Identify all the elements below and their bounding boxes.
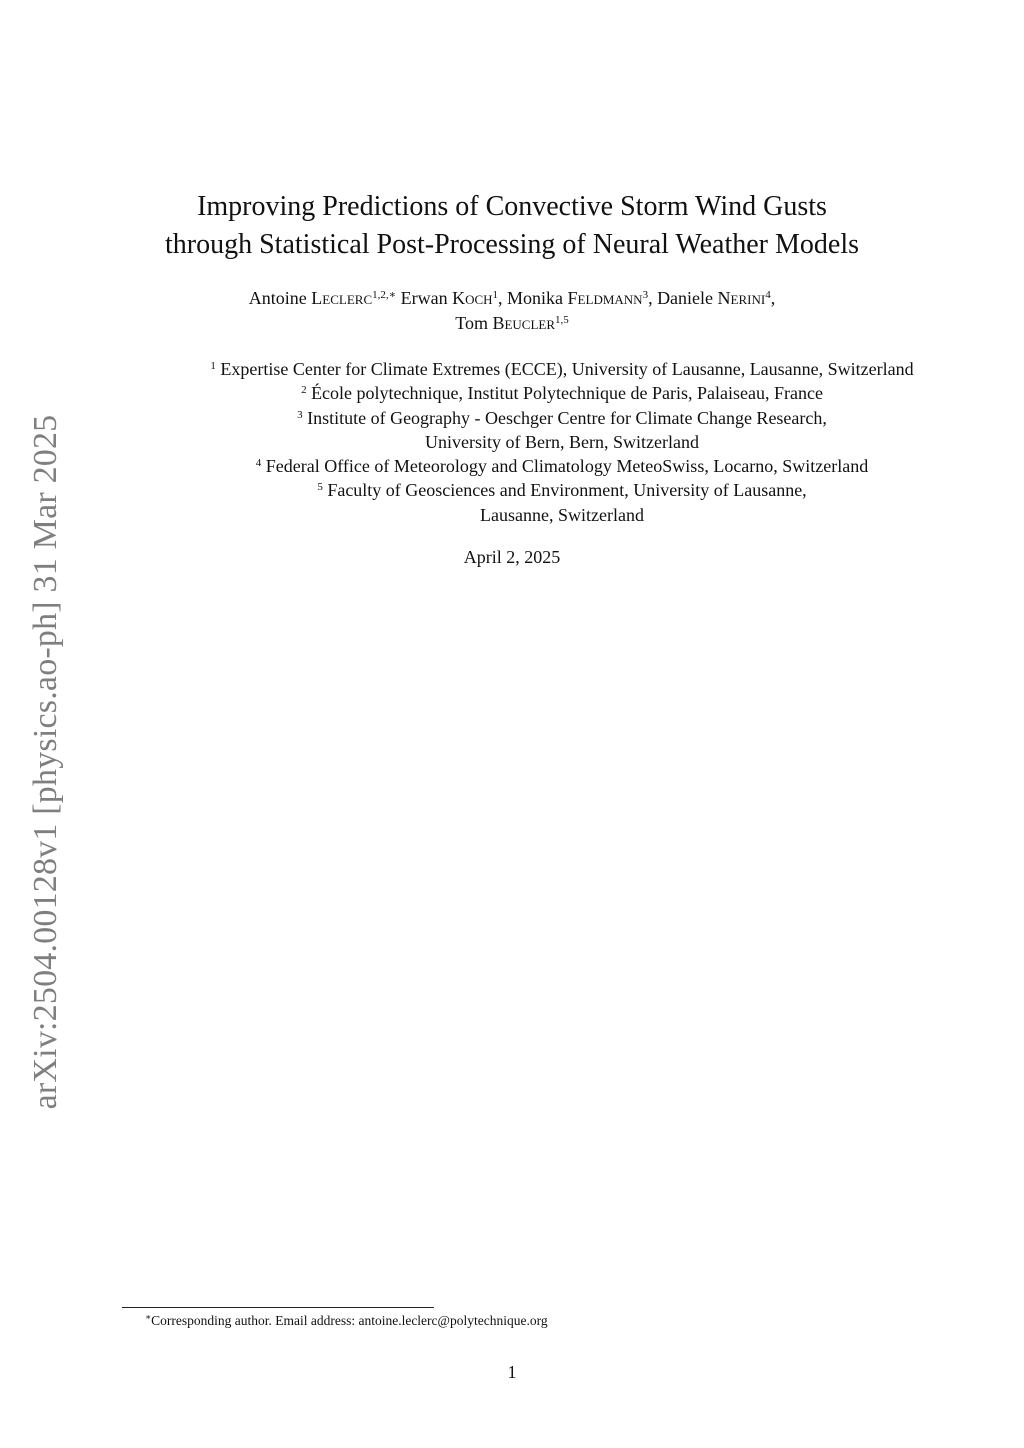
- footnote-text: Corresponding author. Email address: antoine.leclerc@polytechnique.org: [151, 1313, 548, 1328]
- affiliation-5: $^5$ Faculty of Geosciences and Environment, University of Lausanne,: [317, 480, 807, 501]
- author-affiliation-marks: 1: [492, 289, 499, 301]
- author-affiliation-marks: 1,5: [555, 314, 569, 326]
- author-affiliation-marks: 4: [765, 289, 771, 301]
- affiliation-list: [110, 357, 1014, 527]
- author-line-1: Antoine Leclerc$^{1,2,∗}$ Erwan Koch$^1$, Monika Feldmann$^3$, Daniele Nerini$^4$,: [248, 288, 776, 308]
- author-name: Daniele Nerini: [657, 288, 766, 308]
- author-name: Monika Feldmann: [507, 288, 643, 308]
- paper-title-line-2: through Statistical Post-Processing of Neural Weather Models: [165, 229, 859, 260]
- affiliation-2: $^2$ École polytechnique, Institut Polytechnique de Paris, Palaiseau, France: [301, 383, 823, 404]
- paper-title: [100, 188, 924, 264]
- footnote-mark: ∗: [145, 1312, 152, 1322]
- paper-title-line-1: Improving Predictions of Convective Storm Wind Gusts: [197, 191, 827, 222]
- author-affiliation-marks: 3: [642, 289, 649, 301]
- affiliation-3-continued: University of Bern, Bern, Switzerland: [425, 431, 699, 452]
- author-name: Tom Beucler: [455, 313, 556, 333]
- author-name: Antoine Leclerc: [248, 288, 373, 308]
- author-list: [120, 286, 904, 336]
- affiliation-5-continued: Lausanne, Switzerland: [480, 504, 644, 525]
- footnote-divider: [122, 1307, 434, 1308]
- affiliation-4: $^4$ Federal Office of Meteorology and Climatology MeteoSwiss, Locarno, Switzerland: [255, 456, 869, 477]
- arxiv-identifier-stamp: arXiv:2504.00128v1 [physics.ao-ph] 31 Mar 2025: [27, 414, 64, 1110]
- publication-date: April 2, 2025: [463, 547, 561, 567]
- page-number: 1: [507, 1362, 517, 1382]
- author-line-2: [120, 311, 904, 336]
- affiliation-3: $^3$ Institute of Geography - Oeschger Centre for Climate Change Research,: [297, 407, 827, 428]
- author-name: Erwan Koch: [400, 288, 493, 308]
- affiliation-1: $^1$ Expertise Center for Climate Extremes (ECCE), University of Lausanne, Lausanne, Switzerland: [210, 359, 914, 379]
- author-affiliation-marks: 1,2,∗: [372, 289, 397, 301]
- corresponding-author-footnote: [145, 1312, 548, 1330]
